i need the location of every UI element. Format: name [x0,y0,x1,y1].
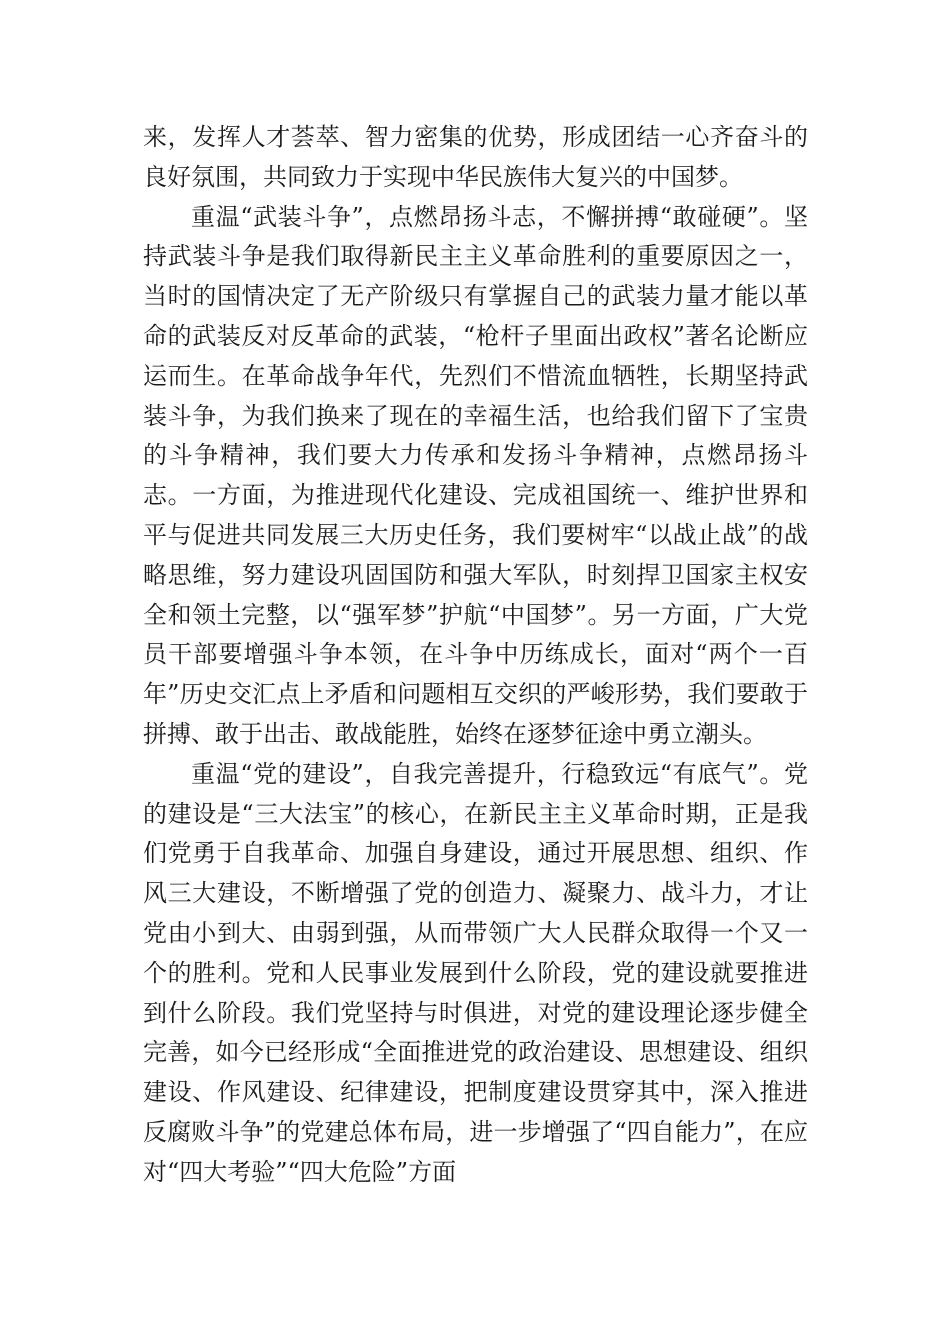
paragraph-armed-struggle: 重温“武装斗争”，点燃昂扬斗志，不懈拼搏“敢碰硬”。坚持武装斗争是我们取得新民主主义革命胜利的重要原因之一，当时的国情决定了无产阶级只有掌握自己的武装力量才能以革命的武装反对反革命的武装，“枪杆子里面出政权”著名论断应运而生。在革命战争年代，先烈们不惜流血牺牲，长期坚持武装斗争，为我们换来了现在的幸福生活，也给我们留下了宝贵的斗争精神，我们要大力传承和发扬斗争精神，点燃昂扬斗志。一方面，为推进现代化建设、完成祖国统一、维护世界和平与促进共同发展三大历史任务，我们要树牢“以战止战”的战略思维，努力建设巩固国防和强大军队，时刻捍卫国家主权安全和领土完整，以“强军梦”护航“中国梦”。另一方面，广大党员干部要增强斗争本领，在斗争中历练成长，面对“两个一百年”历史交汇点上矛盾和问题相互交织的严峻形势，我们要敢于拼搏、敢于出击、敢战能胜，始终在逐梦征途中勇立潮头。 [143,202,808,748]
paragraph-continuation: 来，发挥人才荟萃、智力密集的优势，形成团结一心齐奋斗的良好氛围，共同致力于实现中华民族伟大复兴的中国梦。 [143,123,808,191]
document-page [143,118,808,1193]
paragraph-party-building: 重温“党的建设”，自我完善提升，行稳致远“有底气”。党的建设是“三大法宝”的核心，在新民主主义革命时期，正是我们党勇于自我革命、加强自身建设，通过开展思想、组织、作风三大建设，不断增强了党的创造力、凝聚力、战斗力，才让党由小到大、由弱到强，从而带领广大人民群众取得一个又一个的胜利。党和人民事业发展到什么阶段，党的建设就要推进到什么阶段。我们党坚持与时俱进，对党的建设理论逐步健全完善，如今已经形成“全面推进党的政治建设、思想建设、组织建设、作风建设、纪律建设，把制度建设贯穿其中，深入推进反腐败斗争”的党建总体布局，进一步增强了“四自能力”，在应对“四大考验”“四大危险”方面 [143,759,808,1186]
